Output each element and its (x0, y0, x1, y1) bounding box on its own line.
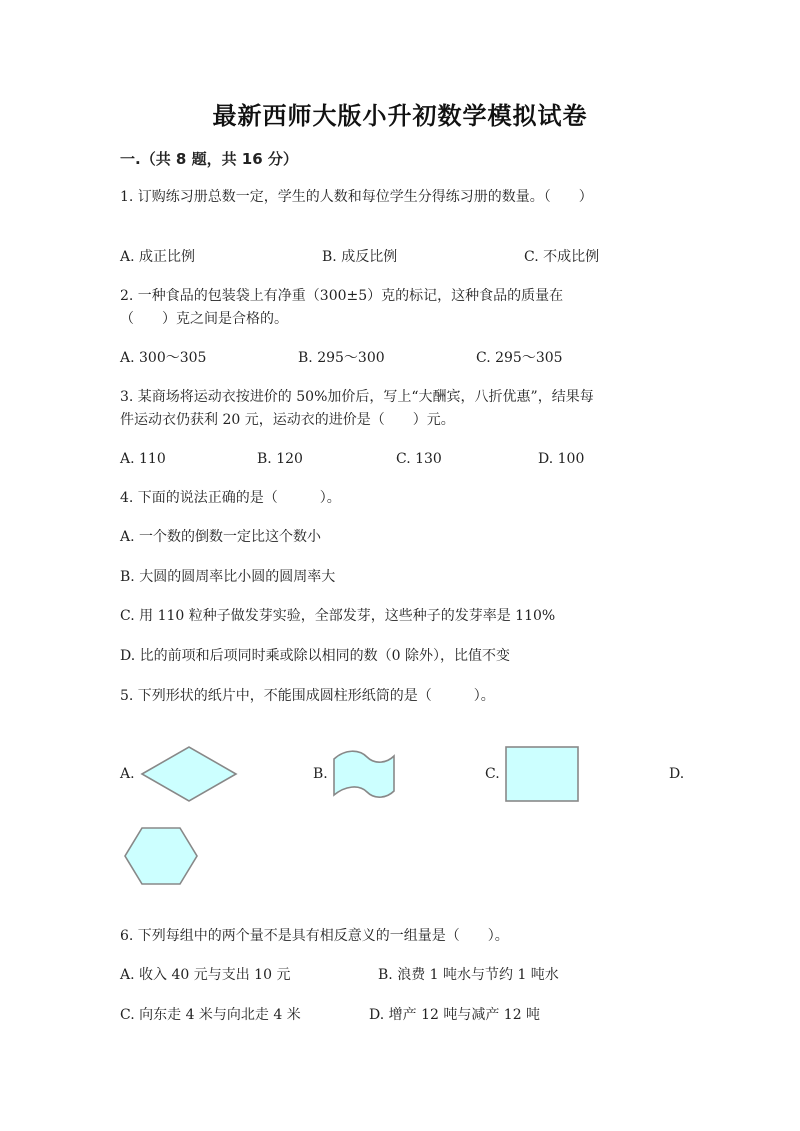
question-5-option-b-label: B. (313, 766, 328, 782)
question-6-stem: 6. 下列每组中的两个量不是具有相反意义的一组量是（ ）。 (120, 928, 509, 944)
question-1-option-c: C. 不成比例 (524, 249, 600, 265)
question-6-option-a: A. 收入 40 元与支出 10 元 (120, 967, 291, 983)
question-4-stem: 4. 下面的说法正确的是（ ）。 (120, 490, 341, 506)
question-6-option-d: D. 增产 12 吨与减产 12 吨 (369, 1007, 541, 1023)
question-3-option-b: B. 120 (257, 451, 303, 467)
question-5-option-a-label: A. (120, 766, 135, 782)
section-heading: 一.（共 8 题，共 16 分） (120, 150, 298, 168)
page-title: 最新西师大版小升初数学模拟试卷 (212, 102, 588, 130)
question-1-option-b: B. 成反比例 (322, 249, 398, 265)
wavy-rectangle-shape (331, 750, 397, 802)
rhombus-shape (140, 745, 238, 803)
question-2-option-a: A. 300～305 (120, 350, 207, 366)
question-3-stem-line-2: 件运动衣仍获利 20 元，运动衣的进价是（ ）元。 (120, 412, 455, 428)
question-5-option-c-label: C. (485, 766, 500, 782)
question-4-option-a: A. 一个数的倒数一定比这个数小 (120, 529, 322, 545)
question-4-option-d: D. 比的前项和后项同时乘或除以相同的数（0 除外），比值不变 (120, 648, 510, 664)
question-3-option-a: A. 110 (120, 451, 166, 467)
question-4-option-c: C. 用 110 粒种子做发芽实验，全部发芽，这些种子的发芽率是 110% (120, 608, 556, 624)
question-2-option-c: C. 295～305 (476, 350, 563, 366)
question-3-option-d: D. 100 (538, 451, 585, 467)
question-3-stem-line-1: 3. 某商场将运动衣按进价的 50%加价后，写上“大酬宾，八折优惠”，结果每 (120, 389, 594, 405)
question-2-stem-line-2: （ ）克之间是合格的。 (120, 311, 288, 327)
question-1-stem: 1. 订购练习册总数一定，学生的人数和每位学生分得练习册的数量。（ ） (120, 189, 593, 205)
question-1-option-a: A. 成正比例 (120, 249, 196, 265)
question-6-option-c: C. 向东走 4 米与向北走 4 米 (120, 1007, 301, 1023)
question-2-stem-line-1: 2. 一种食品的包装袋上有净重（300±5）克的标记，这种食品的质量在 (120, 288, 564, 304)
question-2-option-b: B. 295～300 (298, 350, 385, 366)
question-3-option-c: C. 130 (396, 451, 442, 467)
question-4-option-b: B. 大圆的圆周率比小圆的圆周率大 (120, 569, 336, 585)
hexagon-shape (123, 826, 199, 886)
question-5-stem: 5. 下列形状的纸片中，不能围成圆柱形纸筒的是（ ）。 (120, 688, 495, 704)
question-6-option-b: B. 浪费 1 吨水与节约 1 吨水 (378, 967, 559, 983)
question-5-option-d-label: D. (669, 766, 685, 782)
rectangle-shape (505, 746, 579, 802)
